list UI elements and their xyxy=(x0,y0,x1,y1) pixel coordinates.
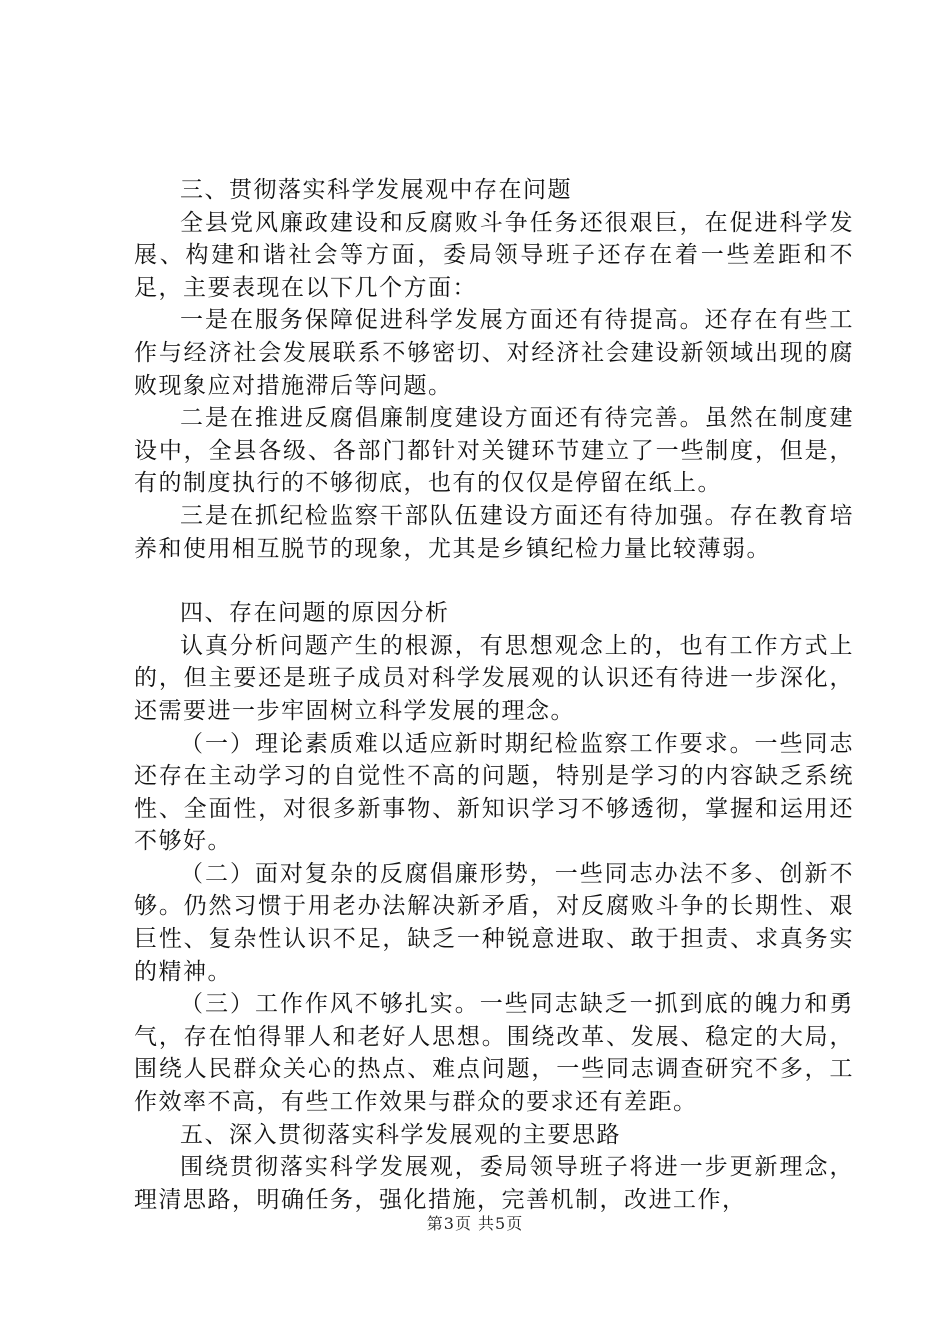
section-heading-4: 四、存在问题的原因分析 xyxy=(180,600,450,627)
paragraph: 认真分析问题产生的根源，有思想观念上的，也有工作方式上的，但主要还是班子成员对科学发展观的认识还有待进一步深化，还需要进一步牢固树立科学发展的理念。 xyxy=(134,632,854,724)
paragraph: 三是在抓纪检监察干部队伍建设方面还有待加强。存在教育培养和使用相互脱节的现象，尤其是乡镇纪检力量比较薄弱。 xyxy=(134,502,854,562)
paragraph: 二是在推进反腐倡廉制度建设方面还有待完善。虽然在制度建设中，全县各级、各部门都针对关键环节建立了一些制度，但是，有的制度执行的不够彻底，也有的仅仅是停留在纸上。 xyxy=(134,405,854,497)
section-heading-5: 五、深入贯彻落实科学发展观的主要思路 xyxy=(180,1121,621,1148)
paragraph: 一是在服务保障促进科学发展方面还有待提高。还存在有些工作与经济社会发展联系不够密切、对经济社会建设新领域出现的腐败现象应对措施滞后等问题。 xyxy=(134,307,854,399)
paragraph: 围绕贯彻落实科学发展观，委局领导班子将进一步更新理念，理清思路，明确任务，强化措施，完善机制，改进工作， xyxy=(134,1154,854,1213)
page-number-footer: 第3页 共5页 xyxy=(426,1214,524,1233)
paragraph: 全县党风廉政建设和反腐败斗争任务还很艰巨，在促进科学发展、构建和谐社会等方面，委局领导班子还存在着一些差距和不足，主要表现在以下几个方面： xyxy=(134,209,854,301)
paragraph: （三）工作作风不够扎实。一些同志缺乏一抓到底的魄力和勇气，存在怕得罪人和老好人思想。围绕改革、发展、稳定的大局，围绕人民群众关心的热点、难点问题，一些同志调查研究不多，工作效率不高，有些工作效果与群众的要求还有差距。 xyxy=(134,991,854,1116)
section-heading-3: 三、贯彻落实科学发展观中存在问题 xyxy=(180,177,572,203)
paragraph: （二）面对复杂的反腐倡廉形势，一些同志办法不多、创新不够。仍然习惯于用老办法解决新矛盾，对反腐败斗争的长期性、艰巨性、复杂性认识不足，缺乏一种锐意进取、敢于担责、求真务实的精神。 xyxy=(134,860,854,985)
document-body xyxy=(134,174,854,1216)
paragraph: （一）理论素质难以适应新时期纪检监察工作要求。一些同志还存在主动学习的自觉性不高的问题，特别是学习的内容缺乏系统性、全面性，对很多新事物、新知识学习不够透彻，掌握和运用还不够好。 xyxy=(134,730,854,855)
